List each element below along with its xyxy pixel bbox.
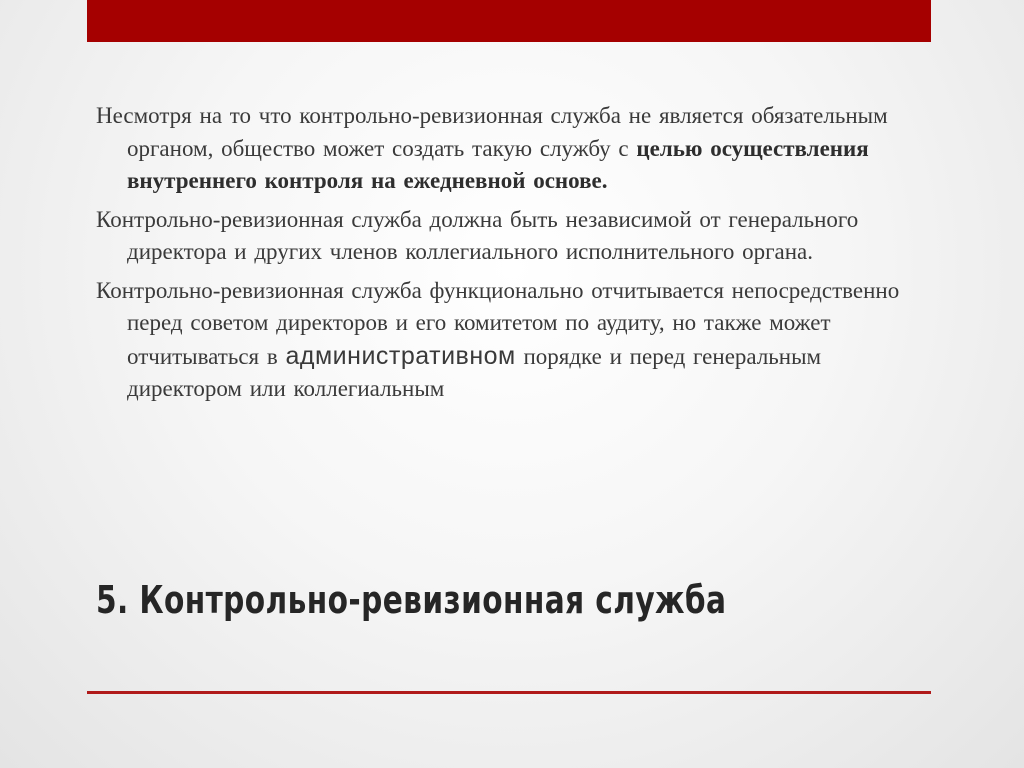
top-accent-bar: [87, 0, 931, 42]
paragraph-2-text: Контрольно-ревизионная служба должна быть независимой от генерального директора и других членов коллегиального исполнительного органа.: [96, 206, 859, 264]
paragraph-3-text-start: Контрольно-ревизионная служба функционально отчитывается непосредственно перед советом директоров и его комитетом по аудиту, но также может отчитываться в: [96, 277, 900, 369]
paragraph-1-bold-text: целью осуществления внутреннего контроля на ежедневной основе.: [127, 135, 869, 193]
paragraph-3: [96, 275, 908, 406]
paragraph-3-emphasis: административном: [285, 341, 516, 370]
paragraph-3-text-end: порядке и перед генеральным директором или коллегиальным: [127, 343, 822, 401]
paragraph-1-text: Несмотря на то что контрольно-ревизионная служба не является обязательным органом, общество может создать такую службу с: [96, 103, 888, 161]
body-text: [96, 100, 908, 412]
paragraph-1: [96, 100, 908, 198]
bottom-divider: [87, 691, 931, 694]
paragraph-2: [96, 204, 908, 269]
slide-title: 5. Контрольно-ревизионная служба: [96, 578, 727, 622]
